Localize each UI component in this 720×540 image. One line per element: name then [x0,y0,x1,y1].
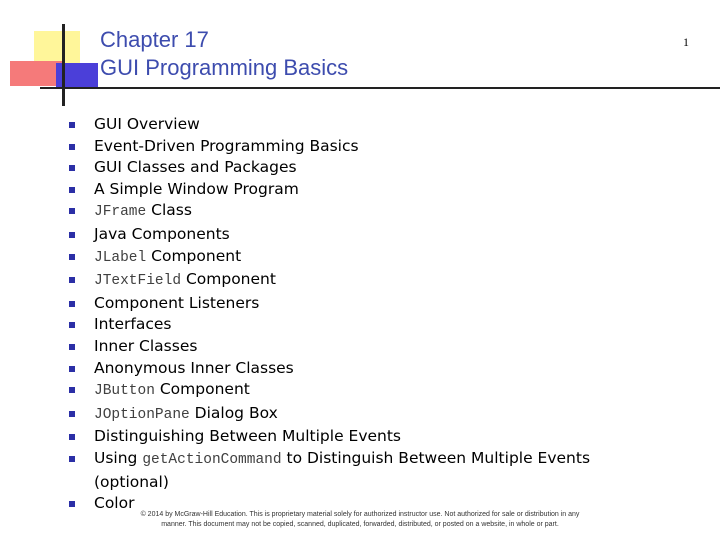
bullet-item [68,293,668,315]
bullet-code: JTextField [94,273,182,290]
square-bullet-icon [69,366,75,372]
bullet-item [68,114,668,136]
title-divider-rule [40,87,720,89]
bullet-text: Event-Driven Programming Basics [94,136,359,155]
bullet-item [68,314,668,336]
bullet-item [68,224,668,246]
copyright-footer [100,510,620,530]
bullet-text: Component Listeners [94,293,260,312]
bullet-text: Dialog Box [194,403,278,422]
bullet-code: getActionCommand [142,451,282,468]
square-bullet-icon [69,144,75,150]
square-bullet-icon [69,301,75,307]
bullet-text: Inner Classes [94,336,198,355]
bullet-item [68,136,668,158]
bullet-text: Using [94,448,138,467]
bullet-text: Class [151,201,192,220]
square-bullet-icon [69,344,75,350]
bullet-item [68,379,668,403]
bullet-item [68,246,668,270]
footer-line-1: © 2014 by McGraw-Hill Education. This is proprietary material solely for authorized instructor use. Not authorized for sale or distribution in any [140,511,580,518]
bullet-item [68,426,668,448]
bullet-text: Color [94,494,135,513]
bullet-item [68,157,668,179]
square-bullet-icon [69,456,75,462]
bullet-text: GUI Overview [94,115,200,133]
square-bullet-icon [69,501,75,507]
bullet-item [68,448,668,493]
bullet-text: Component [151,246,242,265]
bullet-text: Interfaces [94,315,172,334]
square-bullet-icon [69,277,75,283]
bullet-text: to Distinguish Between Multiple Events (optional) [94,448,591,491]
bullet-text: Distinguishing Between Multiple Events [94,427,402,446]
bullet-item [68,336,668,358]
square-bullet-icon [69,434,75,440]
bullet-text: A Simple Window Program [94,179,299,198]
square-bullet-icon [69,411,75,417]
square-bullet-icon [69,254,75,260]
bullet-text: Anonymous Inner Classes [94,358,294,377]
square-bullet-icon [69,322,75,328]
footer-line-2: manner. This document may not be copied, scanned, duplicated, forwarded, distributed, or posted on a website, in whole or part. [161,521,559,528]
title-line-chapter: Chapter 17 [100,27,209,52]
square-bullet-icon [69,232,75,238]
square-bullet-icon [69,387,75,393]
bullet-item [68,179,668,201]
bullet-code: JButton [94,383,155,400]
bullet-text: Component [185,270,276,289]
bullet-list [68,114,668,515]
slide-title [100,26,348,82]
page-number: 1 [683,35,689,49]
bullet-item [68,403,668,427]
bullet-text: Java Components [94,224,230,243]
bullet-code: JOptionPane [94,406,190,423]
bullet-item [68,200,668,224]
square-bullet-icon [69,165,75,171]
square-bullet-icon [69,208,75,214]
bullet-text: GUI Classes and Packages [94,158,297,177]
bullet-text: Component [159,380,250,399]
logo-vertical-rule [62,24,65,106]
title-line-topic: GUI Programming Basics [100,55,349,80]
bullet-item [68,269,668,293]
bullet-code: JFrame [94,204,147,221]
square-bullet-icon [69,187,75,193]
bullet-item [68,358,668,380]
square-bullet-icon [69,122,75,128]
bullet-code: JLabel [94,249,147,266]
